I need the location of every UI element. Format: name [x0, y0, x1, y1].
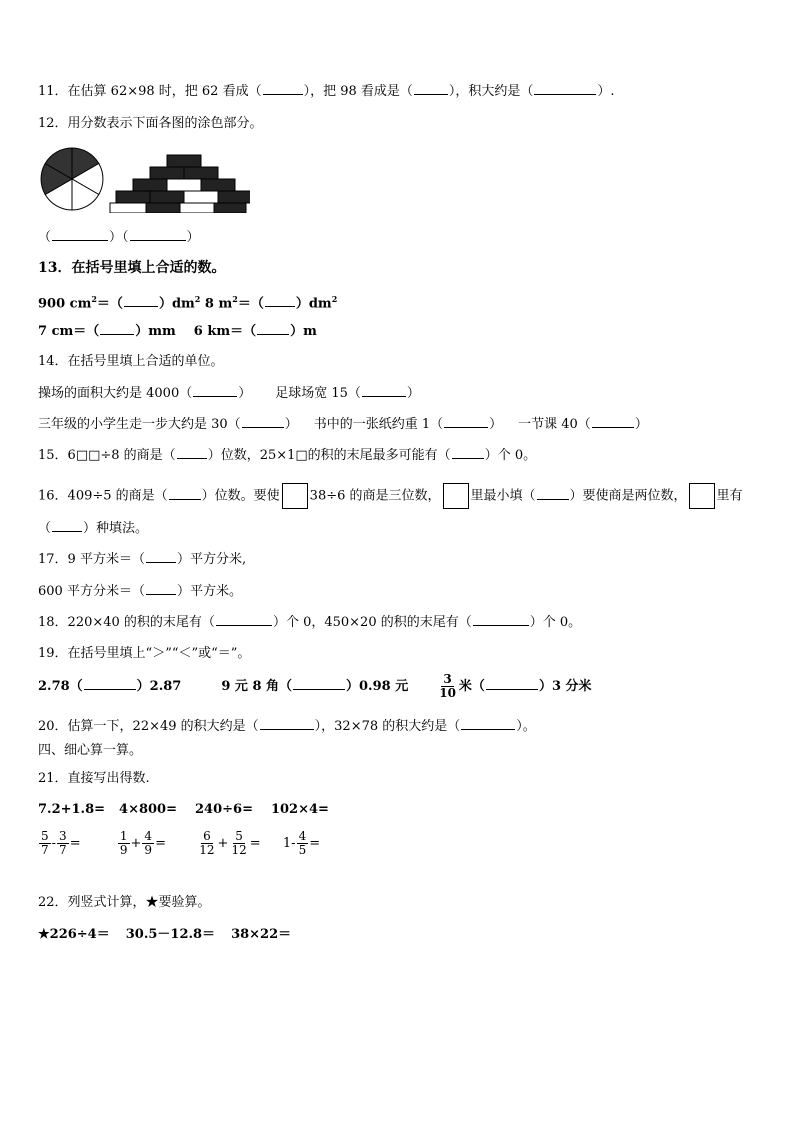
digit-box[interactable] — [689, 483, 715, 509]
question-19-title: 19．在括号里填上“＞”“＜”或“＝”。 — [38, 646, 251, 661]
fraction: $\frac{3}{10}$ — [439, 672, 456, 700]
answer-blank[interactable] — [130, 228, 186, 241]
answer-blank[interactable] — [124, 294, 158, 307]
question-22-items: ★226÷4＝ 30.5－12.8＝ 38×22＝ — [38, 927, 292, 942]
question-18: 18．220×40 的积的末尾有（ ）个 0，450×20 的积的末尾有（ ）个 0。 — [38, 615, 582, 630]
answer-blank[interactable] — [537, 487, 569, 500]
question-13-title: 13．在括号里填上合适的数。 — [38, 260, 226, 276]
fraction: $\frac{4}{5}$ — [298, 829, 307, 857]
answer-blank[interactable] — [100, 322, 134, 335]
answer-blank[interactable] — [257, 322, 289, 335]
question-14-title: 14．在括号里填上合适的单位。 — [38, 354, 224, 369]
answer-blank[interactable] — [473, 613, 529, 626]
answer-blank[interactable] — [146, 550, 176, 563]
digit-box[interactable] — [282, 483, 308, 509]
answer-blank[interactable] — [242, 415, 284, 428]
answer-blank[interactable] — [52, 519, 82, 532]
brick-wall — [110, 155, 250, 213]
question-12-title: 12．用分数表示下面各图的涂色部分。 — [38, 116, 263, 131]
question-12-answers: （ ）（ ） — [38, 230, 200, 245]
question-11: 11．在估算 62×98 时，把 62 看成（ ），把 98 看成是（ ），积大约是（ ）. — [38, 84, 615, 99]
question-13-line-2: 7 cm＝（ ）mm 6 km＝（ ）m — [38, 324, 317, 339]
answer-blank[interactable] — [263, 82, 303, 95]
question-20: 20．估算一下，22×49 的积大约是（ ），32×78 的积大约是（ ）。 — [38, 719, 536, 734]
answer-blank[interactable] — [414, 82, 448, 95]
question-13-line-1: 900 $cm^2=$（ ）$dm^2$ 8 $m^2=$（ ）$dm^2$ — [38, 294, 338, 312]
answer-blank[interactable] — [444, 415, 488, 428]
question-17-line-1: 17．9 平方米＝（ ）平方分米, — [38, 552, 247, 567]
answer-blank[interactable] — [362, 384, 406, 397]
answer-blank[interactable] — [146, 582, 176, 595]
digit-box[interactable] — [443, 483, 469, 509]
question-15: 15．6□□÷8 的商是（ ）位数，25×1□的积的末尾最多可能有（ ）个 0。 — [38, 448, 537, 463]
question-21-title: 21．直接写出得数. — [38, 771, 150, 786]
answer-blank[interactable] — [260, 717, 314, 730]
section-heading: 四、细心算一算。 — [38, 743, 143, 758]
fraction: $\frac{6}{12}$ — [199, 829, 215, 857]
fraction: $\frac{1}{9}$ — [119, 829, 128, 857]
answer-blank[interactable] — [592, 415, 634, 428]
answer-blank[interactable] — [52, 228, 108, 241]
answer-blank[interactable] — [452, 446, 484, 459]
answer-blank[interactable] — [486, 677, 538, 690]
shaded-circle — [41, 148, 103, 210]
question-21-row-2: $\frac{5}{7}$ - $\frac{3}{7}$ = $\frac{1}{9}$ + $\frac{4}{9}$ = $\frac{6}{12}$ + $\frac{5}{12}$ = 1- $\frac{4}{5}$ = — [41, 829, 321, 857]
question-19-items: 2.78（ ）2.87 9 元 8 角（ ）0.98 元 $\frac{3}{10}$ 米（ ）3 分米 — [38, 672, 592, 700]
question-16-continued: （ ）种填法。 — [38, 521, 149, 536]
question-16: 16．409÷5 的商是（ ）位数。要使 38÷6 的商是三位数， 里最小填（ ）要使商是两位数， 里有 — [38, 483, 743, 509]
fraction: $\frac{5}{12}$ — [231, 829, 247, 857]
answer-blank[interactable] — [534, 82, 596, 95]
answer-blank[interactable] — [265, 294, 295, 307]
answer-blank[interactable] — [177, 446, 207, 459]
answer-blank[interactable] — [461, 717, 515, 730]
question-21-row-1: 7.2+1.8= 4×800= 240÷6= 102×4= — [38, 802, 329, 817]
answer-blank[interactable] — [216, 613, 272, 626]
question-17-line-2: 600 平方分米＝（ ）平方米。 — [38, 584, 242, 599]
fraction: $\frac{5}{7}$ — [41, 829, 49, 857]
answer-blank[interactable] — [293, 677, 345, 690]
question-22-title: 22．列竖式计算，★要验算。 — [38, 895, 211, 910]
fraction: $\frac{4}{9}$ — [144, 829, 153, 857]
answer-blank[interactable] — [193, 384, 237, 397]
question-14-line-1: 操场的面积大约是 4000（ ） 足球场宽 15（ ） — [38, 386, 420, 401]
answer-blank[interactable] — [84, 677, 136, 690]
question-14-line-2: 三年级的小学生走一步大约是 30（ ） 书中的一张纸约重 1（ ） 一节课 40（ ） — [38, 417, 648, 432]
answer-blank[interactable] — [169, 487, 201, 500]
question-12-figures — [40, 145, 250, 213]
fraction: $\frac{3}{7}$ — [59, 829, 67, 857]
